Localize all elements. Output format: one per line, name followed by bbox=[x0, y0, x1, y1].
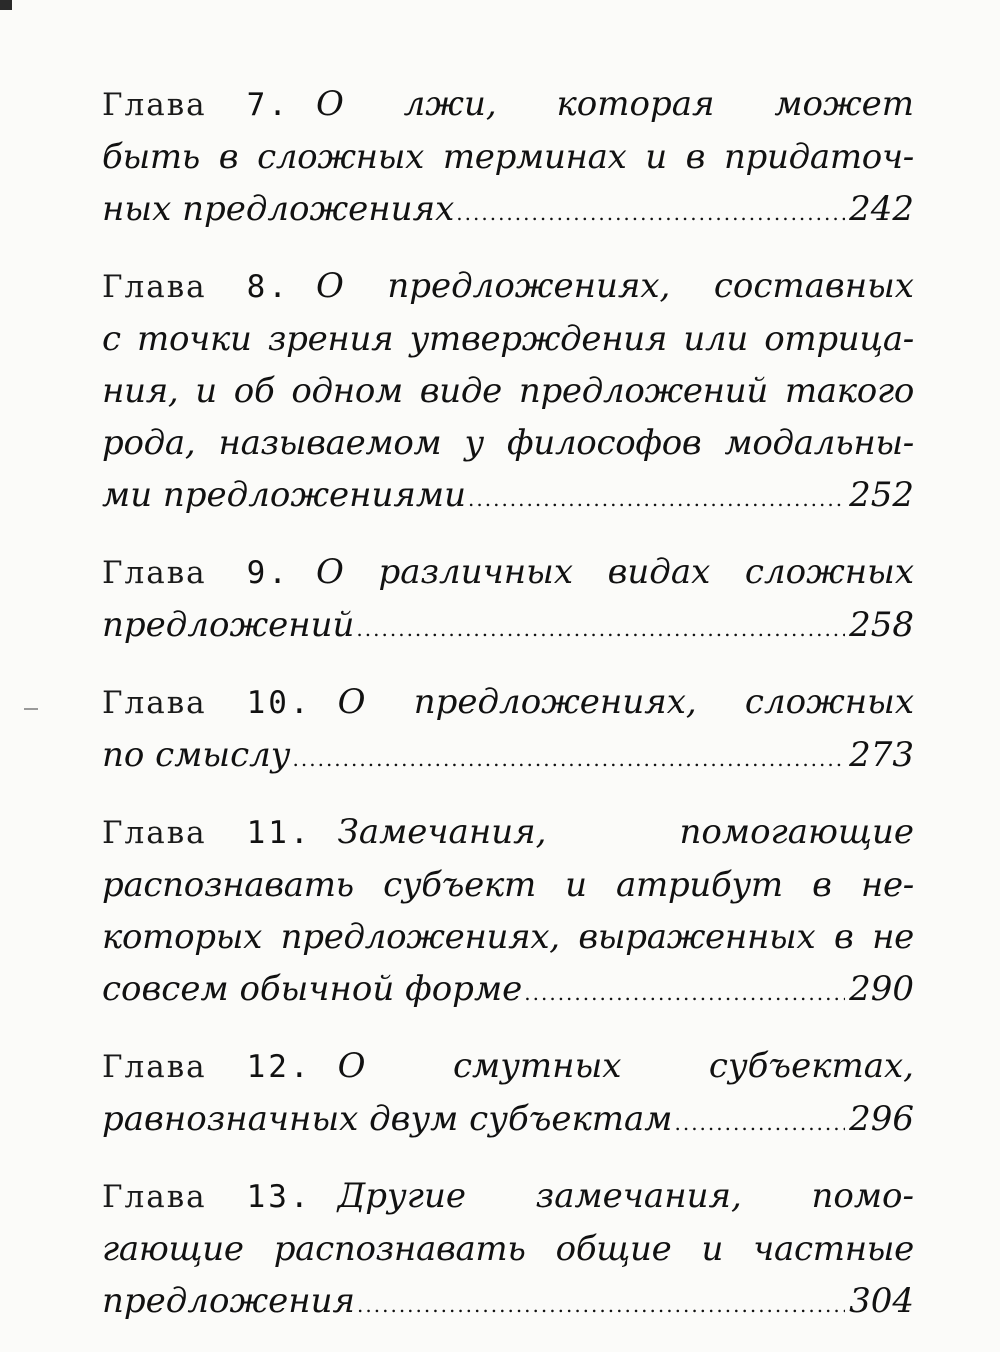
chapter-word: Глава bbox=[102, 815, 207, 851]
chapter-word: Глава bbox=[102, 1179, 207, 1215]
margin-scan-mark bbox=[24, 708, 38, 710]
toc-entry[interactable] bbox=[102, 78, 914, 239]
chapter-number: 12. bbox=[246, 1049, 312, 1085]
dot-leader bbox=[674, 1093, 845, 1149]
chapter-title-end: ных предложениях bbox=[102, 189, 455, 229]
chapter-last-line bbox=[102, 1093, 914, 1149]
chapter-last-line bbox=[102, 1275, 914, 1331]
chapter-word: Глава bbox=[102, 555, 207, 591]
page-number: 290 bbox=[849, 969, 914, 1009]
chapter-title-line: ния, и об одном виде предложений такого bbox=[102, 371, 914, 411]
chapter-last-line bbox=[102, 183, 914, 239]
chapter-title-end: равнозначных двум субъектам bbox=[102, 1099, 673, 1139]
page-number: 273 bbox=[849, 735, 914, 775]
page-number: 296 bbox=[849, 1099, 914, 1139]
chapter-heading bbox=[102, 1170, 914, 1223]
chapter-word: Глава bbox=[102, 87, 207, 123]
dot-leader bbox=[456, 183, 845, 239]
chapter-last-line bbox=[102, 599, 914, 655]
toc-entry[interactable] bbox=[102, 676, 914, 785]
toc-entry[interactable] bbox=[102, 260, 914, 525]
page-number: 258 bbox=[849, 605, 914, 645]
page-number: 242 bbox=[849, 189, 914, 229]
chapter-title-end: совсем обычной форме bbox=[102, 969, 523, 1009]
chapter-title-start: Замечания, помогающие bbox=[337, 812, 914, 852]
chapter-word: Глава bbox=[102, 1049, 207, 1085]
chapter-number: 8. bbox=[246, 269, 290, 305]
toc-entry[interactable] bbox=[102, 546, 914, 655]
dot-leader bbox=[524, 963, 845, 1019]
chapter-number: 11. bbox=[246, 815, 312, 851]
chapter-title-start: О предложениях, сложных bbox=[337, 682, 914, 722]
chapter-last-line bbox=[102, 963, 914, 1019]
chapter-title-line: рода, называемом у философов модальны- bbox=[102, 423, 914, 463]
chapter-last-line bbox=[102, 469, 914, 525]
corner-scan-mark bbox=[0, 0, 12, 10]
toc-entry[interactable] bbox=[102, 806, 914, 1019]
chapter-title-end: ми предложениями bbox=[102, 475, 467, 515]
chapter-heading bbox=[102, 260, 914, 313]
toc-entry[interactable] bbox=[102, 1170, 914, 1331]
chapter-title-start: О смутных субъектах, bbox=[337, 1046, 914, 1086]
chapter-title-line: быть в сложных терминах и в придаточ- bbox=[102, 137, 914, 177]
chapter-heading bbox=[102, 806, 914, 859]
table-of-contents bbox=[102, 78, 914, 1352]
chapter-title-end: по смыслу bbox=[102, 735, 291, 775]
chapter-title-start: О лжи, которая может bbox=[315, 84, 914, 124]
chapter-number: 7. bbox=[246, 87, 290, 123]
dot-leader bbox=[357, 1275, 845, 1331]
chapter-title-start: О предложениях, составных bbox=[315, 266, 914, 306]
chapter-number: 13. bbox=[246, 1179, 312, 1215]
chapter-title-end: предложения bbox=[102, 1281, 356, 1321]
chapter-title-end: предложений bbox=[102, 605, 355, 645]
chapter-heading bbox=[102, 1040, 914, 1093]
chapter-word: Глава bbox=[102, 685, 207, 721]
page-number: 304 bbox=[849, 1281, 914, 1321]
chapter-heading bbox=[102, 78, 914, 131]
chapter-word: Глава bbox=[102, 269, 207, 305]
page-number: 252 bbox=[849, 475, 914, 515]
chapter-number: 10. bbox=[246, 685, 312, 721]
dot-leader bbox=[356, 599, 845, 655]
chapter-title-line: гающие распознавать общие и частные bbox=[102, 1229, 914, 1269]
toc-entry[interactable] bbox=[102, 1040, 914, 1149]
chapter-last-line bbox=[102, 729, 914, 785]
chapter-number: 9. bbox=[246, 555, 290, 591]
chapter-heading bbox=[102, 546, 914, 599]
dot-leader bbox=[293, 729, 846, 785]
chapter-title-line: которых предложениях, выраженных в не bbox=[102, 917, 914, 957]
chapter-title-line: распознавать субъект и атрибут в не- bbox=[102, 865, 914, 905]
chapter-title-line: с точки зрения утверждения или отрица- bbox=[102, 319, 914, 359]
chapter-title-start: Другие замечания, помо- bbox=[337, 1176, 914, 1216]
chapter-heading bbox=[102, 676, 914, 729]
dot-leader bbox=[468, 469, 845, 525]
chapter-title-start: О различных видах сложных bbox=[315, 552, 914, 592]
